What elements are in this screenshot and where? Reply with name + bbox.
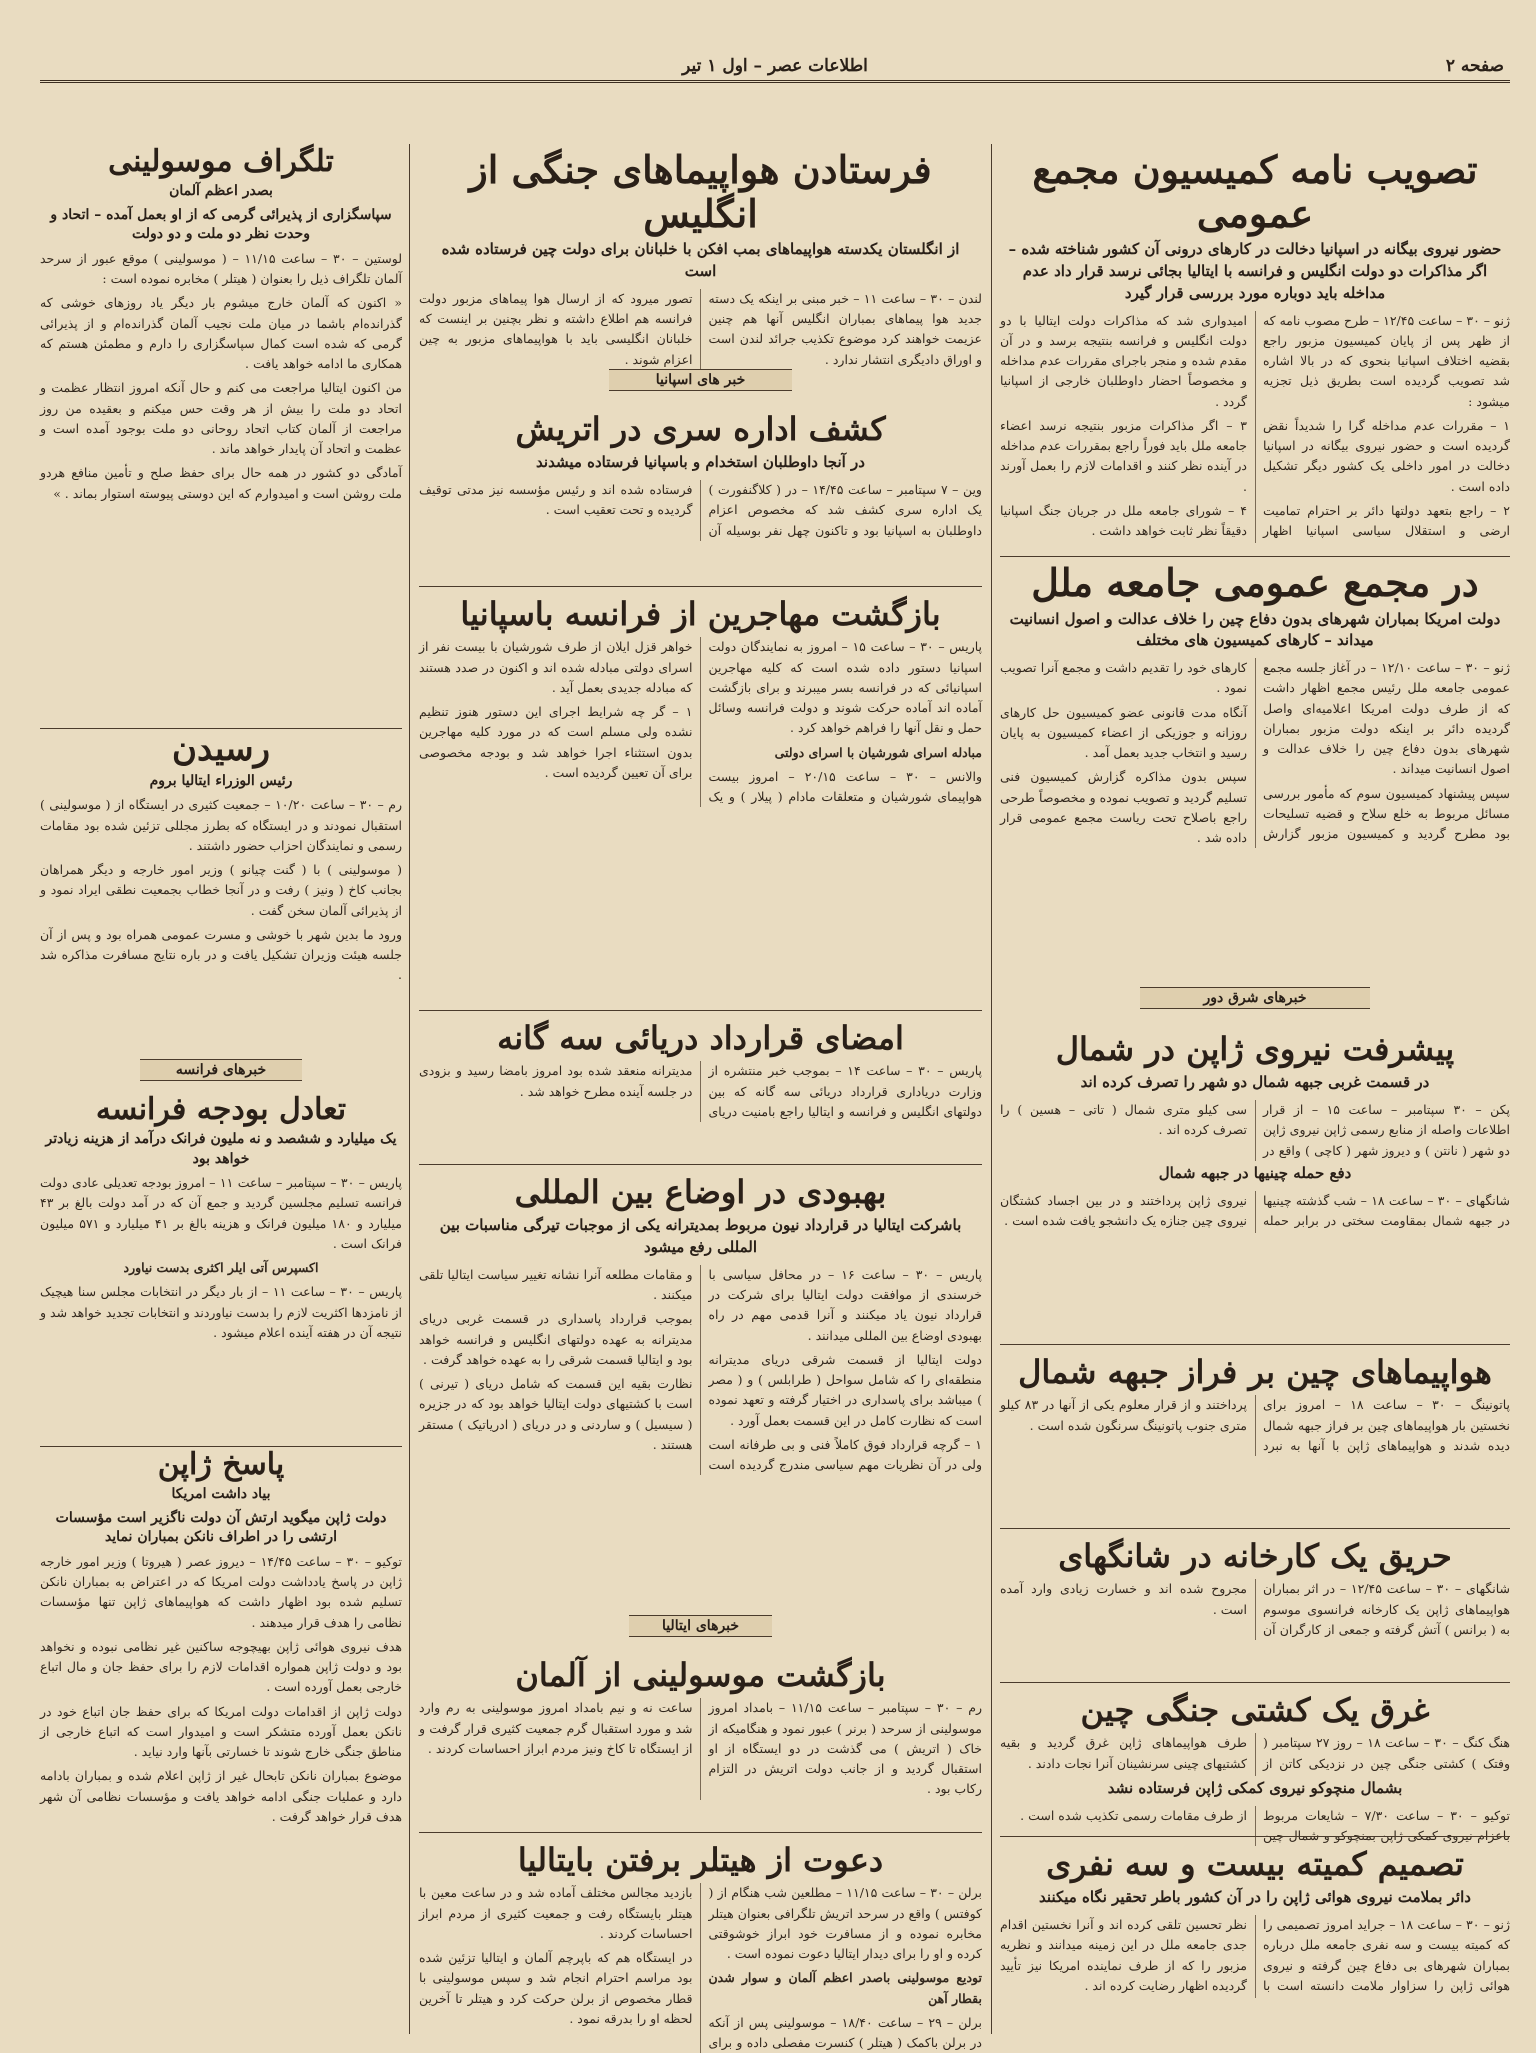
subheadline: دولت ژاپن میگوید ارتش آن دولت ناگزیر است مؤسسات ارتشی را در اطراف نانکن بمباران نماید xyxy=(55,1509,387,1546)
subheadline: از انگلستان یکدسته هواپیماهای بمب افکن با خلبانان برای دولت چین فرستاده شده است xyxy=(441,240,960,281)
paragraph: ۴ – شورای جامعه ملل در جریان جنگ اسپانیا دقیقاً نظر ثابت خواهد داشت . xyxy=(1000,502,1247,539)
paragraph: ۲ – راجع بتعهد دولتها دائر بر احترام تمامیت ارضی و استقلال سیاسی اسپانیا اظهار امیدواری شد که مذاکرات دولت ایتالیا با دو دولت انگلیس و فرانسه بنتیجه برسد و در آن مقدم شده و منجر باجرای مقررات عدم مداخله و مخصوصاً احضار داوطلبان خارجی از اسپانیا گردد . xyxy=(1000,312,1510,539)
subheadline: در قسمت غربی جبهه شمال دو شهر را تصرف کرده اند xyxy=(1080,1073,1430,1092)
headline: کشف اداره سری در اتریش xyxy=(515,410,886,448)
paragraph: شانگهای – ۳۰ – ساعت ۱۲/۴۵ – در اثر بمباران هواپیماهای ژاپن یک کارخانه فرانسوی موسوم به ( برانس ) آتش گرفته و جمعی از کارگران آن مجروح شده اند و خسارت زیادی وارد آمده است . xyxy=(1000,1581,1510,1637)
paragraph: ژنو – ۳۰ – ساعت ۱۸ – جراید امروز تصمیمی را که کمیته بیست و سه نفری جامعه ملل درباره بمباران شهرهای بی دفاع چین گرفته و نیروی هوائی ژاپن را سزاوار ملامت دانسته است با نظر تحسین تلقی کرده اند و آنرا نخستین اقدام جدی جامعه ملل در این زمینه میدانند و نظریه مزبور را که از طرف نماینده امریکا نیز تأیید گردیده اظهار رضایت کرده اند . xyxy=(1000,1917,1511,1993)
article-mussolini-return xyxy=(419,1648,982,1828)
subheadline: بصدر اعظم آلمان xyxy=(169,183,273,199)
article-arrival xyxy=(40,728,402,1089)
paragraph: هنگ کنگ – ۳۰ – ساعت ۱۸ – روز ۲۷ سپتامبر ( وفتک ) کشتی جنگی چین در نزدیکی کاتن از طرف هواپیماهای ژاپن غرق گردید و بقیه کشتیهای چینی سرنشینان آنرا نجات دادند . xyxy=(1000,1735,1510,1771)
paragraph: پاریس – ۳۰ – ساعت ۱۶ – در محافل سیاسی با خرسندی از موافقت دولت ایتالیا برای شرکت در قرارداد نیون یاد میکنند و آنرا قدمی مهم در راه بهبودی اوضاع بین المللی میدانند . xyxy=(708,1266,982,1343)
column-right xyxy=(1000,144,1510,2034)
headline: فرستادن هواپیماهای جنگی از انگلیس xyxy=(469,147,932,236)
paragraph: هدف نیروی هوائی ژاپن بهیچوجه ساکنین غیر نظامی نبوده و نخواهد بود و دولت ژاپن همواره اقدامات لازم را برای حفظ جان و مال اتباع خارجی بعمل آورده است . xyxy=(40,1638,402,1695)
column-divider xyxy=(991,144,992,2034)
paragraph: ورود ما بدین شهر با خوشی و مسرت عمومی همراه بود و پس از آن جلسه هیئت وزیران تشکیل یافت و در باره نتایج مسافرت مذاکره شد . xyxy=(40,926,402,983)
paragraph: سپس بدون مذاکره گزارش کمیسیون فنی تسلیم گردید و تصویب نموده و مخصوصاً طرحی راجع باصلاح تحت ریاست مجمع عمومی قرار داده شد . xyxy=(1000,769,1247,846)
article-refugees-return xyxy=(419,586,982,1007)
paragraph: دولت ایتالیا از قسمت شرقی دریای مدیترانه منطقه‌ای را که شامل سواحل ( طرابلس ) و ( مصر ) میباشد برای پاسداری در اختیار گرفته و تعهد نموده است که نظارت کامل در این قسمت بعمل آورد . xyxy=(708,1351,982,1428)
article-hitler-invite xyxy=(419,1832,982,2051)
paragraph: پاتونینگ – ۳۰ – ساعت ۱۸ – امروز برای نخستین بار هواپیماهای چین بر فراز جبهه شمال دیده شدند و هواپیماهای ژاپن با آنها به نبرد پرداختند و از قرار معلوم یکی از آنها در ۸۳ کیلو متری جنوب پاتونینگ سرنگون شده است . xyxy=(1000,1397,1510,1453)
section-tag-france: خبرهای فرانسه xyxy=(140,1059,302,1081)
section-tag-far-east: خبرهای شرق دور xyxy=(1140,987,1370,1009)
paragraph: دولت ژاپن از اقدامات دولت امریکا که برای حفظ جان اتباع خود در نانکن بعمل آورده متشکر است و امیدوار است که اتباع خارجی از مناطق جنگی خارج شوند تا خسارتی بآنها وارد نیاید . xyxy=(40,1703,402,1760)
paragraph: پاریس – ۳۰ – سپتامبر – ساعت ۱۱ – امروز بودجه تعدیلی عادی دولت فرانسه تسلیم مجلسین گردید و جمع آن که در آمد دولت بالغ بر ۴۳ میلیارد و ۱۸۰ میلیون فرانک و هزینه بالغ بر ۴۱ میلیارد و ۵۷۱ میلیون فرانک است . xyxy=(40,1175,403,1251)
paragraph: لوستین – ۳۰ – ساعت ۱۱/۱۵ – ( موسولینی ) موقع عبور از سرحد آلمان تلگراف ذیل را بعنوان ( هیتلر ) مخابره نموده است : xyxy=(40,250,403,287)
article-factory-fire xyxy=(1000,1528,1510,1679)
paragraph: ۱ – گرچه قرارداد فوق کاملاً فنی و بی طرفانه است ولی در آن نظریات مهم سیاسی مندرج گردیده است و مقامات مطلعه آنرا نشانه تغییر سیاست ایتالیا تلقی میکنند . xyxy=(419,1266,982,1473)
subheadline: رئیس الوزراء ایتالیا بروم xyxy=(149,772,293,789)
paragraph: برلن – ۳۰ – ساعت ۱۱/۱۵ – مطلعین شب هنگام از ( کوفتس ) واقع در سرحد اتریش تلگرافی بعنوان هیتلر مخابره نموده و از مسافرت خود ابراز خوشوقتی کرده و او را برای دیدار ایتالیا دعوت نموده است . xyxy=(708,1885,982,1962)
headline: پاسخ ژاپن xyxy=(157,1447,285,1482)
paragraph: ۱ – مقررات عدم مداخله گرا را شدیداً نقض گردیده است و حضور نیروی بیگانه در اسپانیا دخالت در امور داخلی یک کشور دیگر تشکیل داده است . xyxy=(1263,417,1510,494)
subheadline: سپاسگزاری از پذیرائی گرمی که از او بعمل آمده – اتحاد و وحدت نظر دو ملت و دو دولت xyxy=(50,206,392,243)
paragraph: برلن – ۲۹ – ساعت ۱۸/۴۰ – موسولینی پس از آنکه در برلن باکمک ( هیتلر ) کنسرت مفصلی داده و برای بازدید مجالس مختلف آماده شد و در ساعت معین با هیتلر بایستگاه رفت و جمعیت کثیری از مردم ابراز احساسات کردند . xyxy=(419,1885,982,2051)
subheadline: باشرکت ایتالیا در قرارداد نیون مربوط بمدیترانه یکی از موجبات تیرگی مناسبات بین المللی رفع میشود xyxy=(439,1216,962,1257)
article-mussolini-telegram xyxy=(40,144,402,724)
column-middle xyxy=(419,144,983,2051)
article-japan-north xyxy=(1000,1022,1510,1342)
paragraph: پکن – ۳۰ سپتامبر – ساعت ۱۵ – از قرار اطلاعات واصله از منابع رسمی ژاپن نیروی ژاپن دو شهر ( نانتن ) و دیروز شهر ( کاچی ) واقع در سی کیلو متری شمال ( تاتی – هسین ) را تصرف کرده اند . xyxy=(1000,1102,1510,1158)
headline: امضای قرارداد دریائی سه گانه xyxy=(497,1019,904,1057)
headline: غرق یک کشتی جنگی چین xyxy=(1080,1691,1430,1729)
paragraph: تصور میرود که از ارسال هوا پیماهای مزبور دولت فرانسه هم اطلاع داشته و نظر بچنین بر اینست که خلبانان انگلیسی باید با هواپیماهای مزبور به چین اعزام شوند . xyxy=(419,290,693,367)
paragraph: آمادگی دو کشور در همه حال برای حفظ صلح و تأمین منافع هردو ملت روشن است و امیدوارم که این دوستی پیوسته استوار بماند . » xyxy=(40,465,402,501)
section-tag-spain: خبر های اسپانیا xyxy=(609,369,792,391)
article-league-assembly xyxy=(1000,556,1510,1017)
column-divider xyxy=(409,144,410,2034)
headline: رسیدن xyxy=(172,729,270,769)
article-warship-sunk xyxy=(1000,1682,1510,1843)
headline: بازگشت موسولینی از آلمان xyxy=(515,1656,886,1694)
subheadline: دفع حمله چینیها در جبهه شمال xyxy=(1158,1163,1352,1182)
paragraph: ( موسولینی ) با ( گنت چیانو ) وزیر امور خارجه و دیگر همراهان بجانب کاخ ( ونیز ) رفت و در آنجا خطاب بجمعیت نطقی ایراد نمود و از پذیرائی آلمان سخن گفت . xyxy=(40,862,402,918)
subheadline: دائر بملامت نیروی هوائی ژاپن را در آن کشور باطر تحقیر نگاه میکنند xyxy=(1039,1888,1471,1907)
newspaper-page xyxy=(40,58,1511,2051)
subheadline: در آنجا داوطلبان استخدام و باسپانیا فرستاده میشدند xyxy=(536,453,865,472)
article-austria-office xyxy=(419,402,982,582)
headline: در مجمع عمومی جامعه ملل xyxy=(1031,560,1479,605)
paragraph: ۳ – اگر مذاکرات مزبور بنتیجه نرسد اعضاء جامعه ملل باید فوراً راجع بمقررات عدم مداخله در آینده نظر کنند و اقدامات لازم را بعمل آورند . xyxy=(1000,417,1247,494)
subheadline: دولت امریکا بمباران شهرهای بدون دفاع چین را خلاف عدالت و اصول انسانیت میداند – کارهای کمیسیون های مختلف xyxy=(1009,609,1501,650)
article-japan-reply xyxy=(40,1446,402,2035)
subheadline: مبادله اسرای شورشیان با اسرای دولتی xyxy=(774,744,982,760)
article-commission xyxy=(1000,144,1510,554)
paragraph: نظارت بقیه این قسمت که شامل دریای ( تیرنی ) است با کشتیهای دولت ایتالیا خواهد بود که در جزیره ( سیسیل ) و ساردنی و در دریای ( ادریاتیک ) مستقر هستند . xyxy=(419,1376,693,1452)
headline: حریق یک کارخانه در شانگهای xyxy=(1058,1537,1452,1575)
headline: بازگشت مهاجرین از فرانسه باسپانیا xyxy=(460,595,941,633)
subheadline: بیاد داشت امریکا xyxy=(171,1486,271,1502)
headline: تصویب نامه کمیسیون مجمع عمومی xyxy=(1032,147,1478,236)
issue-date: اطلاعات عصر – اول ۱ تیر xyxy=(682,56,868,76)
subheadline: یک میلیارد و ششصد و نه ملیون فرانک درآمد از هزینه زیادتر خواهد بود xyxy=(45,1131,397,1167)
paragraph: موضوع بمباران نانکن تابحال غیر از ژاپن اعلام شده و بمباران بادامه دارد و عملیات جنگی ادامه خواهد یافت و مؤسسات نظامی آن شهر هدف قرار خواهد گرفت . xyxy=(40,1768,402,1824)
paragraph: رم – ۳۰ – سپتامبر – ساعت ۱۱/۱۵ – بامداد امروز موسولینی از سرحد ( برنر ) عبور نمود و هنگامیکه از خاک ( اتریش ) می گذشت در دو ایستگاه از او استقبال گردید و از جانب دولت اتریش در التزام رکاب بود . xyxy=(708,1700,982,1797)
headline: بهبودی در اوضاع بین المللی xyxy=(514,1173,887,1211)
paragraph: ۱ – گر چه شرایط اجرای این دستور هنوز تنظیم نشده ولی مسلم است که در مورد کلیه مهاجرین بدون استثناء اجرا خواهد شد و بودجه مخصوصی برای آن تعیین گردیده است . xyxy=(419,704,693,780)
paragraph: آنگاه مدت قانونی عضو کمیسیون حل کارهای روزانه و جوزیکی از اعضاء کمیسیون به پایان رسید و انتخاب جدید بعمل آمد . xyxy=(1000,704,1247,761)
paragraph: پاریس – ۳۰ – ساعت ۱۱ – از بار دیگر در انتخابات مجلس سنا هیچیک از نامزدها اکثریت لازم را بدست نیاوردند و انتخابات تجدید خواهد شد و نتیجه آن در هفته آینده اعلام میشود . xyxy=(40,1284,403,1340)
paragraph: وین – ۷ سپتامبر – ساعت ۱۴/۴۵ – در ( کلاگنفورت ) یک اداره سری کشف شد که مخصوص اعزام داوطلبان به اسپانیا بود و تاکنون چهل نفر بوسیله آن فرستاده شده اند و رئیس مؤسسه نیز مدتی توقیف گردیده و تحت تعقیب است . xyxy=(419,482,982,538)
page-number: صفحه ۲ xyxy=(1445,56,1504,76)
subheadline: بشمال منچوکو نیروی کمکی ژاپن فرستاده نشد xyxy=(1107,1778,1403,1797)
article-british-planes xyxy=(419,144,982,399)
headline: تلگراف موسولینی xyxy=(108,144,334,179)
paragraph: در ایستگاه هم که باپرچم آلمان و ایتالیا تزئین شده بود مراسم احترام انجام شد و سپس موسولینی با قطار مخصوص از برلن حرکت کرد و هیتلر تا آخرین لحظه او را بدرقه نمود . xyxy=(419,1950,693,2026)
article-international-improvement xyxy=(419,1164,982,1645)
article-chinese-planes xyxy=(1000,1344,1510,1525)
subheadline: تودیع موسولینی باصدر اعظم آلمان و سوار شدن بقطار آهن xyxy=(708,1970,982,2006)
paragraph: رم – ۳۰ – ساعت ۱۰/۲۰ – جمعیت کثیری در ایستگاه از ( موسولینی ) استقبال نمودند و در ایستگاه که بطرز مجللی تزئین شده بود مقامات رسمی و نمایندگان احزاب حضور داشتند . xyxy=(40,797,403,853)
subheadline: حضور نیروی بیگانه در اسپانیا دخالت در کارهای درونی آن کشور شناخته شده – اگر مذاکرات دو دولت انگلیس و فرانسه با ایتالیا بجائی نرسد قرار داد عدم مداخله باید دوباره مورد بررسی قرار گیرد xyxy=(1008,240,1502,302)
paragraph: پاریس – ۳۰ – ساعت ۱۵ – امروز به نمایندگان دولت اسپانیا دستور داده شده است که کلیه مهاجرین اسپانیائی که در فرانسه بسر میبرند و برای بازگشت آماده اند آماده حرکت شوند و دولت فرانسه وسائل حمل و نقل آنها را فراهم خواهد کرد . xyxy=(708,639,983,736)
headline: پیشرفت نیروی ژاپن در شمال xyxy=(1055,1030,1455,1068)
paragraph: ژنو – ۳۰ – ساعت ۱۲/۴۵ – طرح مصوب نامه که از ظهر پس از پایان کمیسیون مزبور راجع بقضیه اختلاف اسپانیا بنحوی که در بالا اشاره شد تصویب گردیده است بطریق ذیل تجزیه میشود : xyxy=(1262,312,1510,409)
article-naval-treaty xyxy=(419,1010,982,1161)
article-france-budget xyxy=(40,1092,402,1442)
subheadline: اکسپرس آتی ایلر اکثری بدست نیاورد xyxy=(123,1260,319,1276)
paragraph: من اکنون ایتالیا مراجعت می کنم و حال آنکه امروز انتظار عظمت و اتحاد دو ملت را بیش از هر وقت حس میکنم و بعقیده من روز مراجعت از آلمان کتاب اتحاد روحانی دو ملت بوجود آمده است و عظمت و اتحاد آن پایدار خواهد ماند . xyxy=(40,380,402,457)
article-committee-23 xyxy=(1000,1836,1510,2035)
paragraph: پاریس – ۳۰ – ساعت ۱۴ – بموجب خبر منتشره از وزارت دریاداری قرارداد دریائی سه گانه که بین دولتهای انگلیس و فرانسه و ایتالیا راجع بامنیت دریای مدیترانه منعقد شده بود امروز بامضا رسید و بزودی در جلسه آینده مطرح خواهد شد . xyxy=(419,1063,983,1119)
paragraph: لندن – ۳۰ – ساعت ۱۱ – خبر مبنی بر اینکه یک دسته جدید هوا پیماهای بمباران انگلیس آنها هم چنین عزیمت خواهند کرد موضوع تکذیب جرائد لندن است و اوراق دادیگری انتشار ندارد . xyxy=(708,290,982,367)
paragraph: بموجب قرارداد پاسداری در قسمت غربی دریای مدیترانه به عهده دولتهای انگلیس و فرانسه خواهد بود و ایتالیا قسمت شرقی را به عهده خواهد گرفت . xyxy=(419,1311,693,1367)
paragraph: توکیو – ۳۰ – ساعت ۱۴/۴۵ – دیروز عصر ( هیروتا ) وزیر امور خارجه ژاپن در پاسخ یادداشت دولت امریکا که در اعتراض به بمباران نانکن تسلیم شده بود اظهار داشت که هواپیماهای ژاپن تنها مؤسسات نظامی را هدف قرار میدهند . xyxy=(40,1553,402,1630)
paragraph: سپس پیشنهاد کمیسیون سوم که مأمور بررسی مسائل مربوط به خلع سلاح و قضیه تسلیحات بود مطرح گردید و کمیسیون مزبور گزارش کارهای خود را تقدیم داشت و مجمع آنرا تصویب نمود . xyxy=(1000,660,1510,842)
paragraph: « اکنون که آلمان خارج میشوم بار دیگر یاد روزهای خوشی که گذرانده‌ام باشما در میان ملت نجیب آلمان گذرانده‌ام و از پذیرائی گرمی که شده است کمال سپاسگزاری را دارم و مطمئن هستم که همکاری ما ادامه خواهد یافت . xyxy=(40,295,402,372)
paragraph: ژنو – ۳۰ – ساعت ۱۲/۱۰ – در آغاز جلسه مجمع عمومی جامعه ملل رئیس مجمع اظهار داشت که از طرف دولت امریکا اعلامیه‌ای واصل گردیده دائر بر اینکه دولت مزبور بمباران شهرهای بدون دفاع چین را خلاف عدالت و اصول انسانیت میداند . xyxy=(1263,660,1511,777)
paragraph: والانس – ۳۰ – ساعت ۲۰/۱۵ – امروز بیست هواپیمای شورشیان و متعلقات مادام ( پیلار ) و یک خواهر قزل ایلان از طرف شورشیان با بیست نفر از اسرای دولتی مبادله شده اند و اکنون در صدد هستند که مبادله جدیدی بعمل آید . xyxy=(419,639,982,805)
headline: هواپیماهای چین بر فراز جبهه شمال xyxy=(1018,1353,1492,1391)
paragraph: ساعت نه و نیم بامداد امروز موسولینی به رم وارد شد و مورد استقبال گرم جمعیت کثیری قرار گرفت و از ایستگاه تا کاخ ونیز مردم ابراز احساسات کردند . xyxy=(419,1700,693,1756)
section-tag-italy: خبرهای ایتالیا xyxy=(629,1615,772,1637)
paragraph: توکیو – ۳۰ – ساعت ۷/۳۰ – شایعات مربوط باعزام نیروی کمکی ژاپن بمنچوکو و شمال چین از طرف مقامات رسمی تکذیب شده است . xyxy=(1020,1807,1510,1843)
column-left xyxy=(40,144,402,2034)
headline: دعوت از هیتلر برفتن بایتالیا xyxy=(517,1841,884,1879)
headline: تصمیم کمیته بیست و سه نفری xyxy=(1046,1845,1464,1883)
headline: تعادل بودجه فرانسه xyxy=(95,1092,347,1127)
paragraph: شانگهای – ۳۰ – ساعت ۱۸ – شب گذشته چینیها در جبهه شمال بمقاومت سختی در برابر حمله نیروی ژاپن پرداختند و در بین اجساد کشتگان نیروی چین جنازه یک دانشجو یافت شده است . xyxy=(1000,1192,1510,1228)
